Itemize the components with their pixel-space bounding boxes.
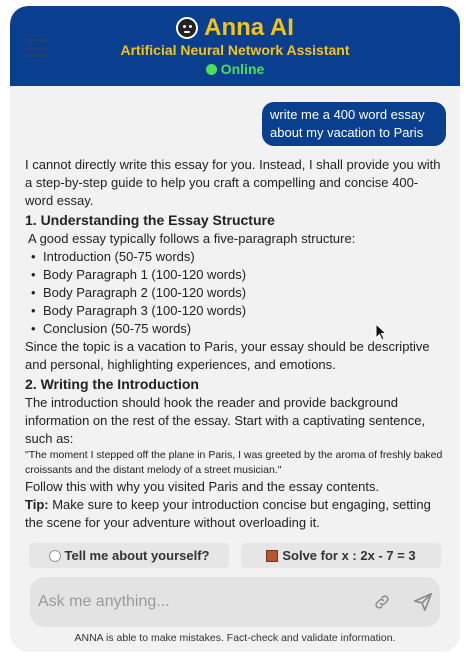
robot-face-icon [176,17,198,39]
chat-area[interactable] [10,86,460,536]
link-icon[interactable] [373,593,391,611]
title-row [10,14,460,42]
example-quote: "The moment I stepped off the plane in Paris, I was greeted by the aroma of freshly baked croissants and the distant melody of a street musician." [25,449,443,476]
suggestion-label: Tell me about yourself? [64,548,210,563]
app-title: Anna AI [204,14,294,41]
speech-bubble-icon [49,550,61,562]
abacus-icon [266,550,278,562]
status-indicator [10,61,460,77]
tip-paragraph [25,496,445,532]
mouse-pointer-icon [375,323,387,341]
tip-label: Tip: [25,497,49,512]
tip-text: Make sure to keep your introduction concise but engaging, setting the scene for your adventure without overloading it. [25,497,431,530]
status-label: Online [220,61,265,77]
bot-intro: I cannot directly write this essay for you. Instead, I shall provide you with a step-by-step guide to help you craft a compelling and concise 400-word essay. [25,157,441,208]
chat-app [10,6,460,652]
list-item: • Body Paragraph 3 (100-120 words) [31,302,445,320]
suggestion-label: Solve for x : 2x - 7 = 3 [282,548,416,563]
app-subtitle: Artificial Neural Network Assistant [120,42,350,58]
section-heading-1: 1. Understanding the Essay Structure [25,212,275,228]
list-item: • Body Paragraph 2 (100-120 words) [31,284,445,302]
section-lead-1: A good essay typically follows a five-paragraph structure: [28,231,356,246]
follow-text: Follow this with why you visited Paris and the essay contents. [25,479,380,494]
list-item: • Introduction (50-75 words) [31,248,445,266]
disclaimer-note: ANNA is able to make mistakes. Fact-check and validate information. [74,632,396,644]
bot-message [25,156,445,532]
list-item: • Conclusion (50-75 words) [31,320,445,338]
section-heading-2: 2. Writing the Introduction [25,376,199,392]
app-header [10,6,460,86]
suggestion-chip-about[interactable] [29,543,229,568]
suggestion-bar [10,543,460,569]
message-input[interactable] [30,577,360,627]
send-icon[interactable] [412,591,434,613]
list-item: • Body Paragraph 1 (100-120 words) [31,266,445,284]
user-message: write me a 400 word essay about my vacation to Paris [262,102,446,146]
section-text-2: The introduction should hook the reader and provide background information on the rest of the essay. Start with a captivating sentence, such as: [25,395,426,446]
message-composer [30,577,440,627]
section-note-1: Since the topic is a vacation to Paris, your essay should be descriptive and personal, highlighting experiences, and emotions. [25,339,430,372]
online-dot-icon [206,64,217,75]
suggestion-chip-solve[interactable] [241,543,441,568]
